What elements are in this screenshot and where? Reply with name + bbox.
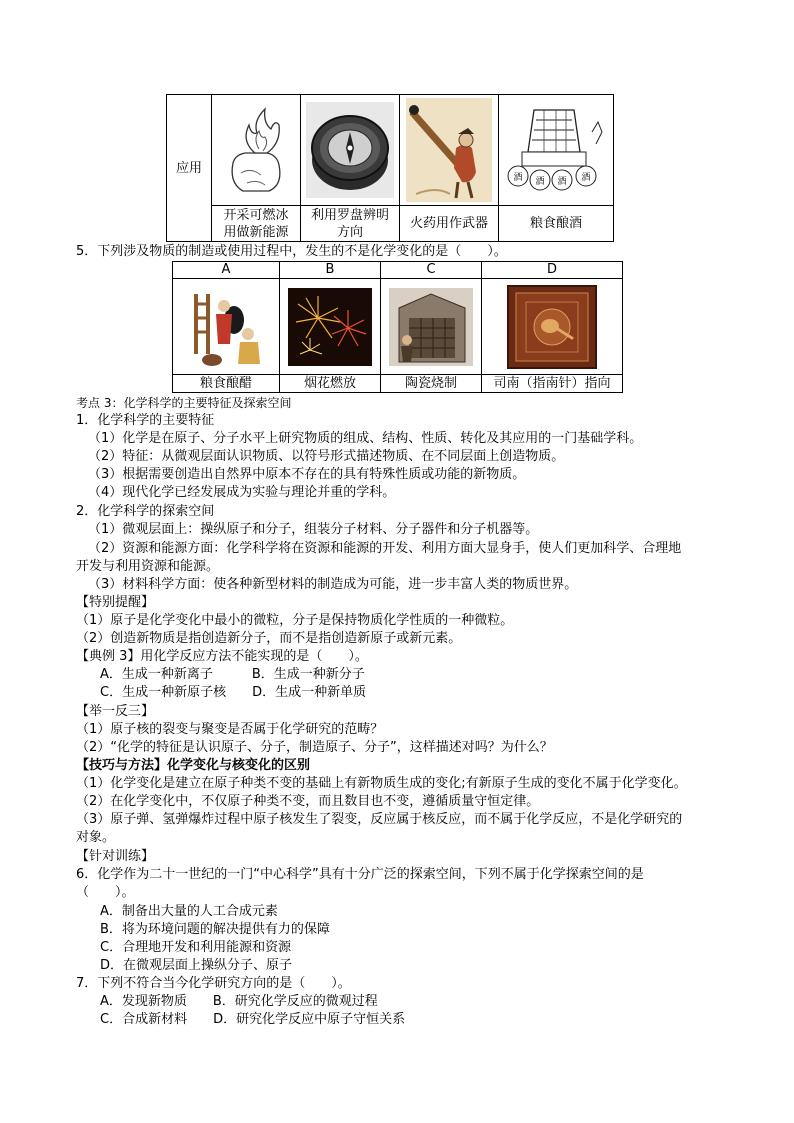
text-line: C．合成新材料 D．研究化学反应中原子守恒关系 xyxy=(100,1012,406,1027)
svg-text:酒: 酒 xyxy=(557,177,567,187)
image-cell-compass xyxy=(301,95,400,206)
combustible-ice-flame-icon xyxy=(221,103,291,198)
text-line: （3）原子弹、氢弹爆炸过程中原子核发生了裂变，反应属于核反应，而不属于化学反应，不是化学研究的 xyxy=(76,812,683,827)
text-line: （ ）。 xyxy=(76,885,135,900)
q5-image-a xyxy=(173,279,280,375)
caption-gunpowder: 火药用作武器 xyxy=(400,206,499,242)
q5-header-b: B xyxy=(280,262,381,279)
caption-compass: 利用罗盘辨明 方向 xyxy=(301,206,400,242)
compass-icon xyxy=(306,102,394,198)
text-line: A．生成一种新离子 B．生成一种新分子 xyxy=(100,667,365,682)
text-line: （2）创造新物质是指创造新分子，而不是指创造新原子或新元素。 xyxy=(76,631,462,646)
text-line: （4）现代化学已经发展成为实验与理论并重的学科。 xyxy=(88,485,396,500)
q5-image-b xyxy=(280,279,381,375)
gunpowder-weapon-icon xyxy=(406,98,492,202)
row-label-cell xyxy=(167,95,212,242)
text-line: （1）原子核的裂变与聚变是否属于化学研究的范畴？ xyxy=(76,722,384,737)
image-cell-gunpowder xyxy=(400,95,499,206)
q5-image-c xyxy=(381,279,482,375)
svg-text:酒: 酒 xyxy=(513,173,523,183)
q5-caption-a: 粮食酿醋 xyxy=(173,375,280,393)
text-line: 开发与利用资源和能源。 xyxy=(76,559,220,574)
q5-caption-c: 陶瓷烧制 xyxy=(381,375,482,393)
pottery-kiln-icon xyxy=(389,288,473,366)
text-line: 考点 3：化学科学的主要特征及探索空间 xyxy=(76,396,292,410)
text-line: 【技巧与方法】化学变化与核变化的区别 xyxy=(76,758,311,773)
text-line: （2）资源和能源方面：化学科学将在资源和能源的开发、利用方面大显身手，使人们更加科学、合理地 xyxy=(88,541,682,556)
text-line: A．制备出大量的人工合成元素 xyxy=(100,904,278,919)
text-line: （2）在化学变化中，不仅原子种类不变，而且数目也不变，遵循质量守恒定律。 xyxy=(76,794,540,809)
q5-caption-d: 司南（指南针）指向 xyxy=(482,375,623,393)
text-line: （2）“化学的特征是认识原子、分子，制造原子、分子”，这样描述对吗？为什么？ xyxy=(76,740,553,755)
text-line: 【特别提醒】 xyxy=(76,595,155,610)
image-cell-brewing xyxy=(499,95,614,206)
row-label: 应用 xyxy=(175,160,202,176)
text-line: C．生成一种新原子核 D．生成一种新单质 xyxy=(100,685,367,700)
fireworks-icon xyxy=(288,288,372,366)
text-line: （1）化学变化是建立在原子种类不变的基础上有新物质生成的变化;有新原子生成的变化不属于化学变化。 xyxy=(76,776,687,791)
q5-header-c: C xyxy=(381,262,482,279)
q5-header-d: D xyxy=(482,262,623,279)
text-line: （1）原子是化学变化中最小的微粒，分子是保持物质化学性质的一种微粒。 xyxy=(76,613,514,628)
text-line: （1）化学是在原子、分子水平上研究物质的组成、结构、性质、转化及其应用的一门基础学科。 xyxy=(88,431,643,446)
text-line: 7．下列不符合当今化学研究方向的是（ ）。 xyxy=(76,976,351,991)
text-line: 【典例 3】用化学反应方法不能实现的是（ ）。 xyxy=(76,649,368,664)
text-line: B．将为环境问题的解决提供有力的保障 xyxy=(100,922,330,937)
text-line: （3）根据需要创造出自然界中原本不存在的具有特殊性质或功能的新物质。 xyxy=(88,467,526,482)
text-line: 2．化学科学的探索空间 xyxy=(76,504,215,519)
caption-brewing: 粮食酿酒 xyxy=(499,206,614,242)
text-line: （1）微观层面上：操纵原子和分子，组装分子材料、分子器件和分子机器等。 xyxy=(88,522,539,537)
text-line: D．在微观层面上操纵分子、原子 xyxy=(100,958,293,973)
text-line: 【举一反三】 xyxy=(76,704,155,719)
text-line: （2）特征：从微观层面认识物质、以符号形式描述物质、在不同层面上创造物质。 xyxy=(88,449,565,464)
image-cell-ice xyxy=(212,95,301,206)
q5-options-table xyxy=(172,261,623,393)
sinan-compass-icon xyxy=(506,284,598,370)
q5-image-d xyxy=(482,279,623,375)
svg-text:酒: 酒 xyxy=(535,177,545,187)
text-line: 1．化学科学的主要特征 xyxy=(76,413,215,428)
text-line: （3）材料科学方面：使各种新型材料的制造成为可能，进一步丰富人类的物质世界。 xyxy=(88,577,578,592)
text-line: 【针对训练】 xyxy=(76,849,155,864)
text-line: 对象。 xyxy=(76,830,116,845)
q5-stem: 5．下列涉及物质的制造或使用过程中，发生的不是化学变化的是（ ）。 xyxy=(76,244,507,259)
caption-ice: 开采可燃冰 用做新能源 xyxy=(212,206,301,242)
text-line: A．发现新物质 B．研究化学反应的微观过程 xyxy=(100,994,378,1009)
svg-text:酒: 酒 xyxy=(581,173,591,183)
text-line: 6．化学作为二十一世纪的一门“中心科学”具有十分广泛的探索空间，下列不属于化学探索空间的是 xyxy=(76,867,644,882)
applications-table xyxy=(166,94,614,242)
vinegar-brewing-icon xyxy=(184,284,268,370)
text-line: C．合理地开发和利用能源和资源 xyxy=(100,940,292,955)
grain-wine-brewing-icon xyxy=(504,102,608,198)
q5-caption-b: 烟花燃放 xyxy=(280,375,381,393)
q5-header-a: A xyxy=(173,262,280,279)
